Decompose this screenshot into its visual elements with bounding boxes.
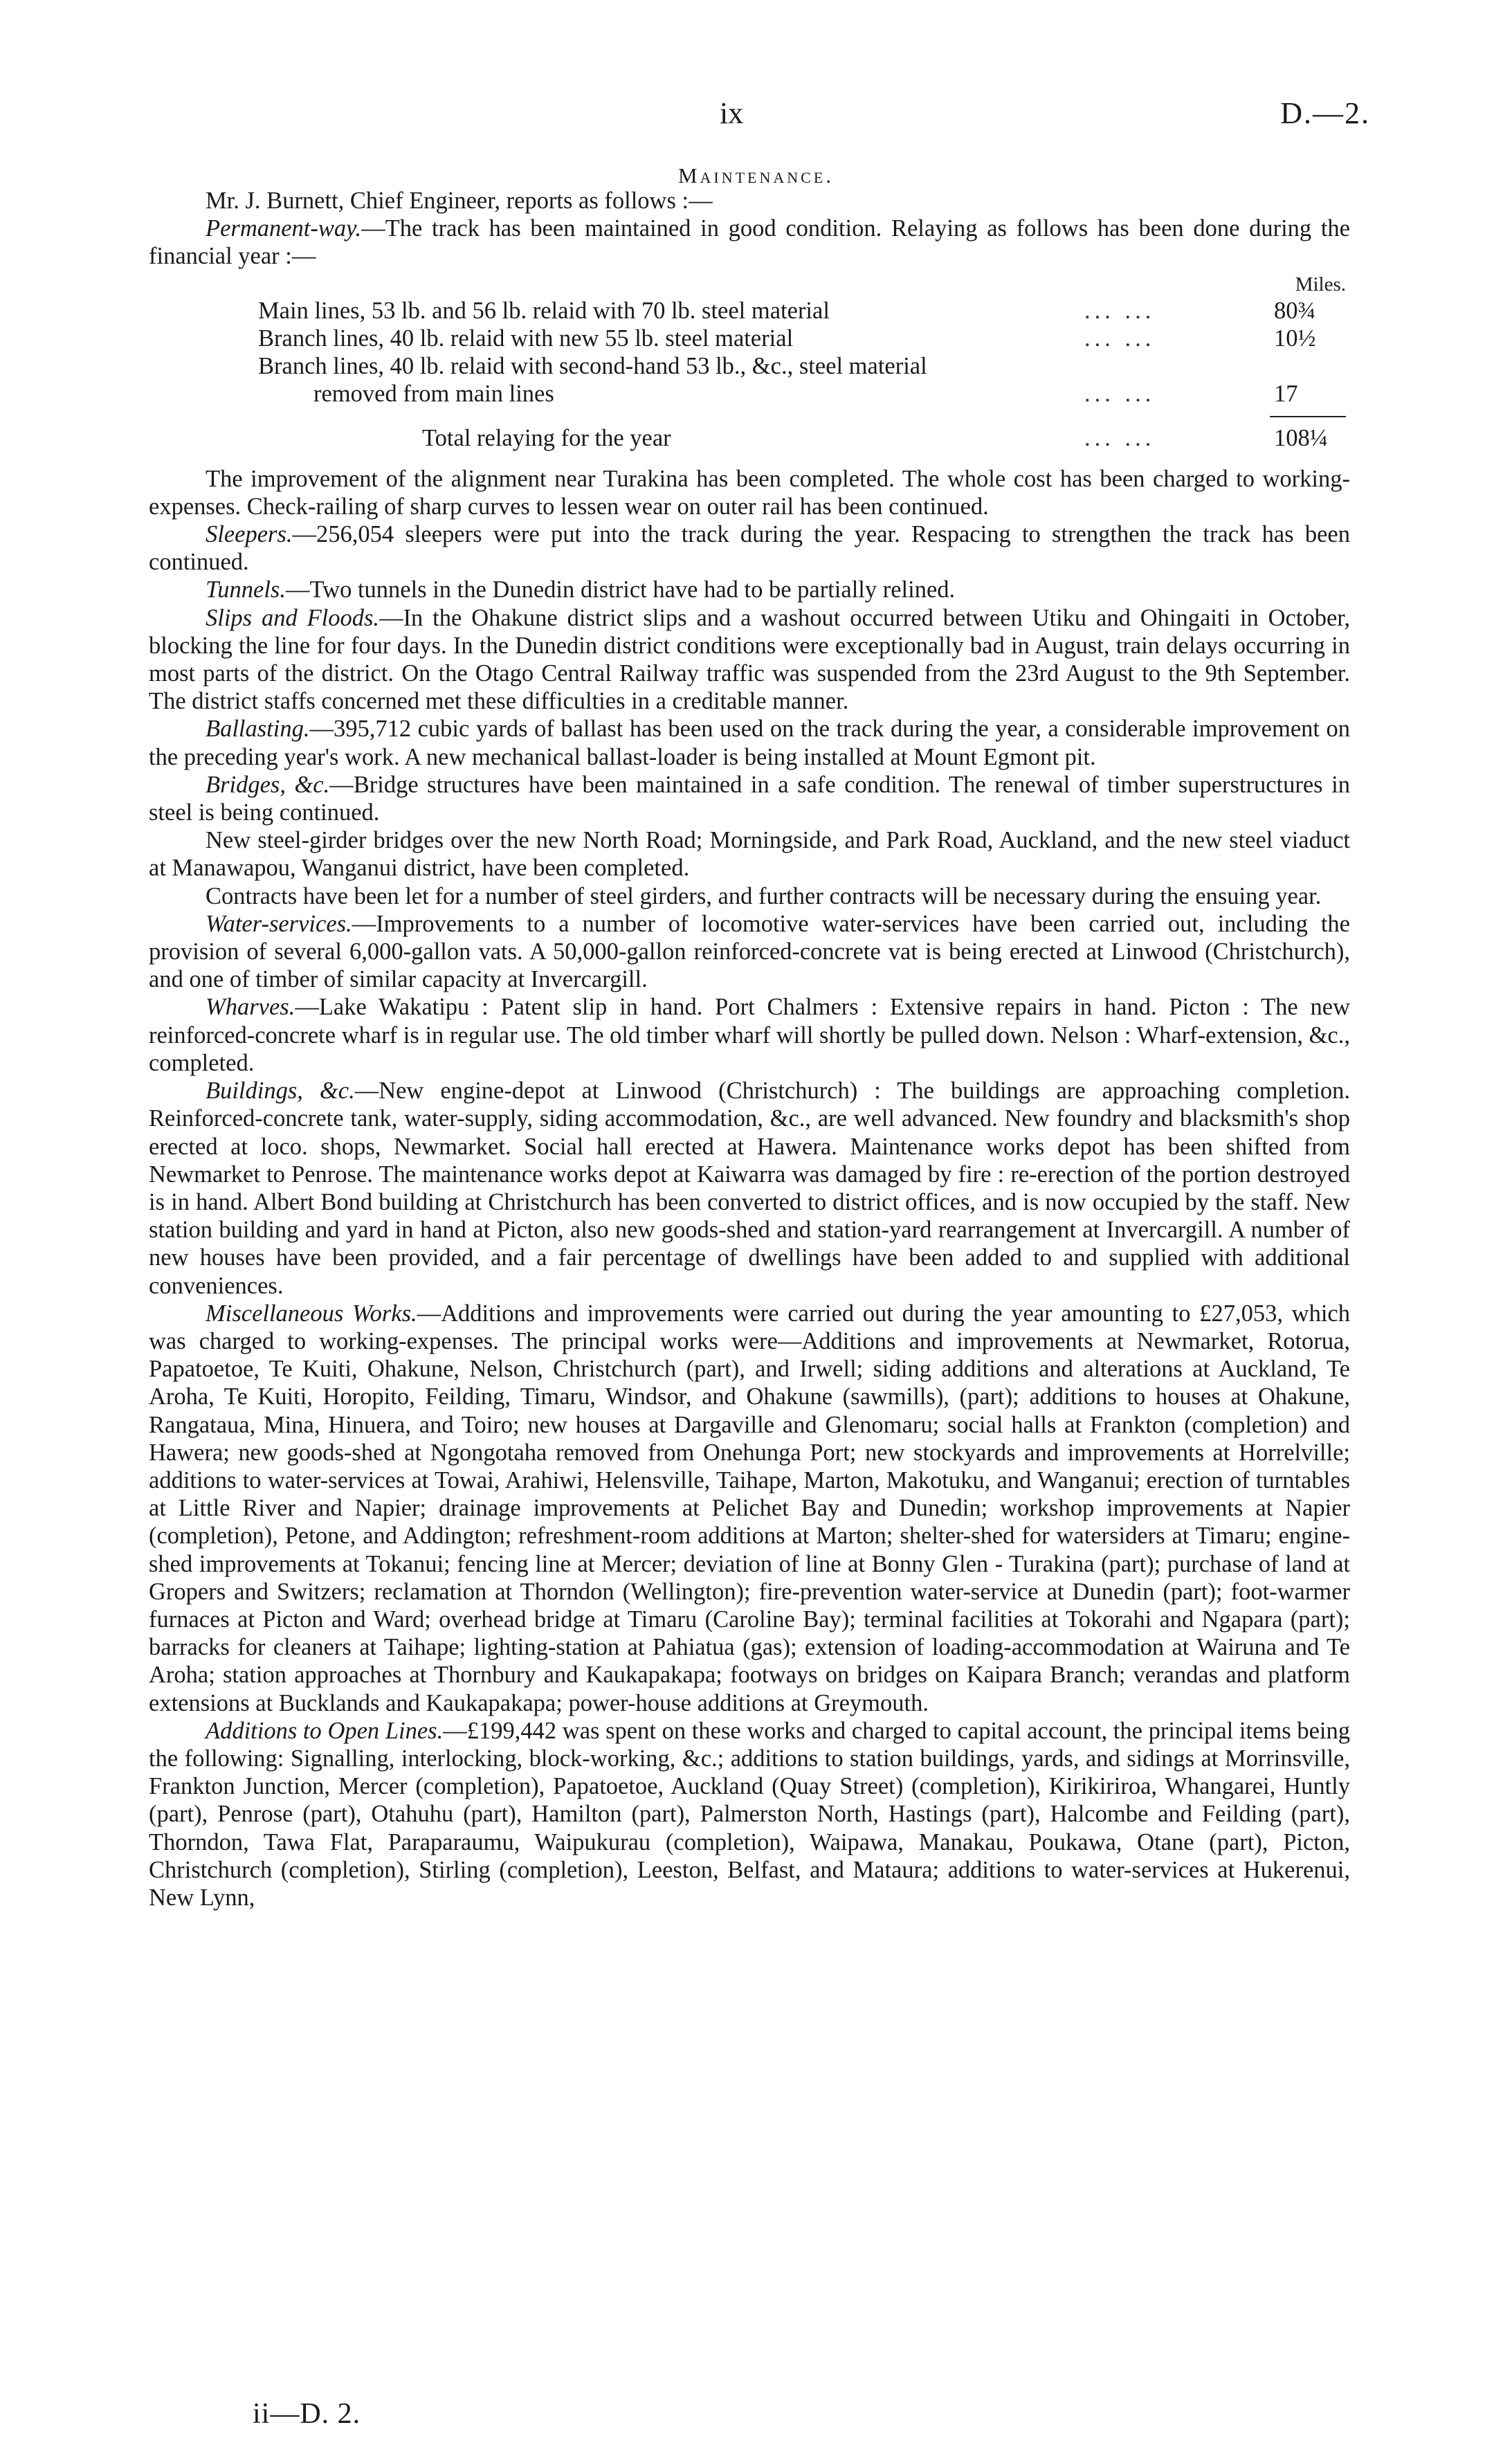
document-reference: D.—2.	[1280, 96, 1370, 130]
report-paragraph	[149, 882, 1350, 910]
paragraph-heading: Ballasting.	[206, 716, 310, 743]
report-paragraph	[149, 715, 1350, 770]
leader-dots: ... ...	[1084, 325, 1156, 352]
paragraph-heading: Additions to Open Lines.	[206, 1717, 444, 1744]
report-paragraph	[149, 910, 1350, 994]
report-paragraphs	[149, 465, 1350, 1912]
report-paragraph	[149, 1077, 1350, 1300]
relaying-row-value: 10½	[1274, 325, 1316, 352]
section-title: Maintenance.	[677, 163, 835, 188]
relaying-row-label: Branch lines, 40 lb. relaid with second-hand 53 lb., &c., steel material	[258, 353, 927, 380]
paragraph-text: —Bridge structures have been maintained in a safe condition. The renewal of timber superstructures in steel is being continued.	[149, 771, 1350, 826]
paragraph-heading: Tunnels.	[206, 576, 286, 603]
report-paragraph	[149, 771, 1350, 826]
relaying-row-label: Main lines, 53 lb. and 56 lb. relaid with 70 lb. steel material	[258, 297, 830, 324]
relaying-row	[149, 325, 1350, 352]
leader-dots: ... ...	[1084, 425, 1156, 452]
report-paragraph	[149, 826, 1350, 882]
report-paragraph	[149, 520, 1350, 576]
relaying-total-row	[149, 424, 1350, 452]
relaying-row-continued	[149, 380, 1350, 408]
paragraph-heading: Miscellaneous Works.	[206, 1300, 417, 1327]
paragraph-heading: Water-services.	[206, 910, 352, 937]
report-paragraph	[149, 1717, 1350, 1911]
paragraph-text: —Lake Wakatipu : Patent slip in hand. Port Chalmers : Extensive repairs in hand. Picton : The new reinforced-concrete wharf is in regular use. The old timber wharf will shortly be pulled down. Nelson : Wharf-extension, &c., completed.	[149, 994, 1350, 1076]
relaying-row-value: 17	[1274, 381, 1298, 408]
leader-dots: ... ...	[1084, 297, 1156, 324]
paragraph-text: —In the Ohakune district slips and a washout occurred between Utiku and Ohingaiti in October, blocking the line for four days. In the Dunedin district conditions were exceptionally bad in August, train delays occurring in most parts of the district. On the Otago Central Railway traffic was suspended from the 23rd August to the 9th September. The district staffs concerned met these difficulties in a creditable manner.	[149, 604, 1350, 715]
intro-paragraph: Mr. J. Burnett, Chief Engineer, reports as follows :—	[206, 188, 713, 214]
paragraph-text: —£199,442 was spent on these works and charged to capital account, the principal items being the following: Signalling, interlocking, block-working, &c.; additions to station buildings, yards, and sidings at Morrinsville, Frankton Junction, Mercer (completion), Papatoetoe, Auckland (Quay Street) (completion), Kirikiriroa, Whangarei, Huntly (part), Penrose (part), Otahuhu (part), Hamilton (part), Palmerston North, Hastings (part), Halcombe and Feilding (part), Thorndon, Tawa Flat, Paraparaumu, Waipukurau (completion), Waipawa, Manakau, Poukawa, Otane (part), Picton, Christchurch (completion), Stirling (completion), Leeston, Belfast, and Mataura; additions to water-services at Hukerenui, New Lynn,	[149, 1717, 1350, 1911]
relaying-row	[149, 297, 1350, 325]
page-number: ix	[720, 96, 744, 130]
paragraph-heading: Buildings, &c.	[206, 1078, 355, 1105]
paragraph-heading: Slips and Floods.	[206, 604, 380, 631]
relaying-row-label-continued: removed from main lines	[313, 381, 554, 408]
relaying-total-label: Total relaying for the year	[422, 425, 671, 452]
paragraph-heading: Permanent-way.	[206, 215, 362, 242]
paragraph-text: —The track has been maintained in good condition. Relaying as follows has been done during the financial year :—	[149, 215, 1350, 270]
paragraph-text: The improvement of the alignment near Turakina has been completed. The whole cost has been charged to working-expenses. Check-railing of sharp curves to lessen wear on outer rail has been continued.	[149, 465, 1350, 520]
table-spacer	[149, 453, 1350, 465]
paragraph-text: —Additions and improvements were carried out during the year amounting to £27,053, which was charged to working-expenses. The principal works were—Additions and improvements at Newmarket, Rotorua, Papatoetoe, Te Kuiti, Ohakune, Nelson, Christchurch (part), and Irwell; siding additions and alterations at Auckland, Te Aroha, Te Kuiti, Horopito, Feilding, Timaru, Windsor, and Ohakune (sawmills), (part); additions to houses at Ohakune, Rangataua, Mina, Hinuera, and Toiro; new houses at Dargaville and Glenomaru; social halls at Frankton (completion) and Hawera; new goods-shed at Ngongotaha removed from Onehunga Port; new stockyards and improvements at Horrelville; additions to water-services at Towai, Arahiwi, Helensville, Taihape, Marton, Makotuku, and Wanganui; erection of turntables at Little River and Napier; drainage improvements at Pelichet Bay and Dunedin; workshop improvements at Napier (completion), Petone, and Addington; refreshment-room additions at Marton; shelter-shed for watersiders at Timaru; engine-shed improvements at Tokanui; fencing line at Mercer; deviation of line at Bonny Glen - Turakina (part); purchase of land at Gropers and Switzers; reclamation at Thorndon (Wellington); fire-prevention water-service at Dunedin (part); foot-warmer furnaces at Picton and Ward; overhead bridge at Timaru (Caroline Bay); terminal facilities at Tokorahi and Ngapara (part); barracks for cleaners at Taihape; lighting-station at Pahiatua (gas); extension of loading-accommodation at Wairuna and Te Aroha; station approaches at Thornbury and Kaukapakapa; footways on bridges on Kaipara Branch; verandas and platform extensions at Bucklands and Kaukapakapa; power-house additions at Greymouth.	[149, 1300, 1350, 1716]
report-paragraph	[149, 1300, 1350, 1717]
footer-signature: ii—D. 2.	[253, 2398, 361, 2430]
relaying-row-value: 80¾	[1274, 297, 1316, 324]
leader-dots: ... ...	[1084, 381, 1156, 408]
paragraph-text: —256,054 sleepers were put into the track during the year. Respacing to strengthen the track has been continued.	[149, 521, 1350, 576]
paragraph-heading: Bridges, &c.	[206, 771, 330, 798]
relaying-total-value: 108¼	[1274, 425, 1328, 452]
paragraph-text: New steel-girder bridges over the new North Road; Morningside, and Park Road, Auckland, and the new steel viaduct at Manawapou, Wanganui district, have been completed.	[149, 827, 1350, 882]
relaying-table	[149, 297, 1350, 453]
paragraph-heading: Wharves.	[206, 994, 295, 1021]
total-rule	[1270, 416, 1346, 417]
document-body	[149, 187, 1350, 1911]
paragraph-text: —Improvements to a number of locomotive water-services have been carried out, including the provision of several 6,000-gallon vats. A 50,000-gallon reinforced-concrete vat is being erected at Linwood (Christchurch), and one of timber of similar capacity at Invercargill.	[149, 910, 1350, 993]
paragraph-text: Contracts have been let for a number of steel girders, and further contracts will be necessary during the ensuing year.	[206, 882, 1322, 909]
paragraph-text: —Two tunnels in the Dunedin district have had to be partially relined.	[285, 576, 956, 603]
permanent-way-paragraph	[149, 215, 1350, 270]
report-paragraph	[149, 576, 1350, 603]
relaying-row-label: Branch lines, 40 lb. relaid with new 55 lb. steel material	[258, 325, 794, 352]
report-paragraph	[149, 604, 1350, 716]
units-label: Miles.	[1295, 273, 1346, 296]
report-paragraph	[149, 993, 1350, 1077]
relaying-row	[149, 352, 1350, 380]
paragraph-heading: Sleepers.	[206, 521, 293, 548]
paragraph-text: —395,712 cubic yards of ballast has been used on the track during the year, a considerable improvement on the preceding year's work. A new mechanical ballast-loader is being installed at Mount Egmont pit.	[149, 716, 1350, 770]
paragraph-text: —New engine-depot at Linwood (Christchurch) : The buildings are approaching completion. Reinforced-concrete tank, water-supply, siding accommodation, &c., are well advanced. New foundry and blacksmith's shop erected at loco. shops, Newmarket. Social hall erected at Hawera. Maintenance works depot has been shifted from Newmarket to Penrose. The maintenance works depot at Kaiwarra was damaged by fire : re-erection of the portion destroyed is in hand. Albert Bond building at Christchurch has been converted to district offices, and is now occupied by the staff. New station building and yard in hand at Picton, also new goods-shed and station-yard rearrangement at Invercargill. A number of new houses have been provided, and a fair percentage of dwellings have been added to and supplied with additional conveniences.	[149, 1078, 1350, 1299]
report-paragraph	[149, 465, 1350, 520]
